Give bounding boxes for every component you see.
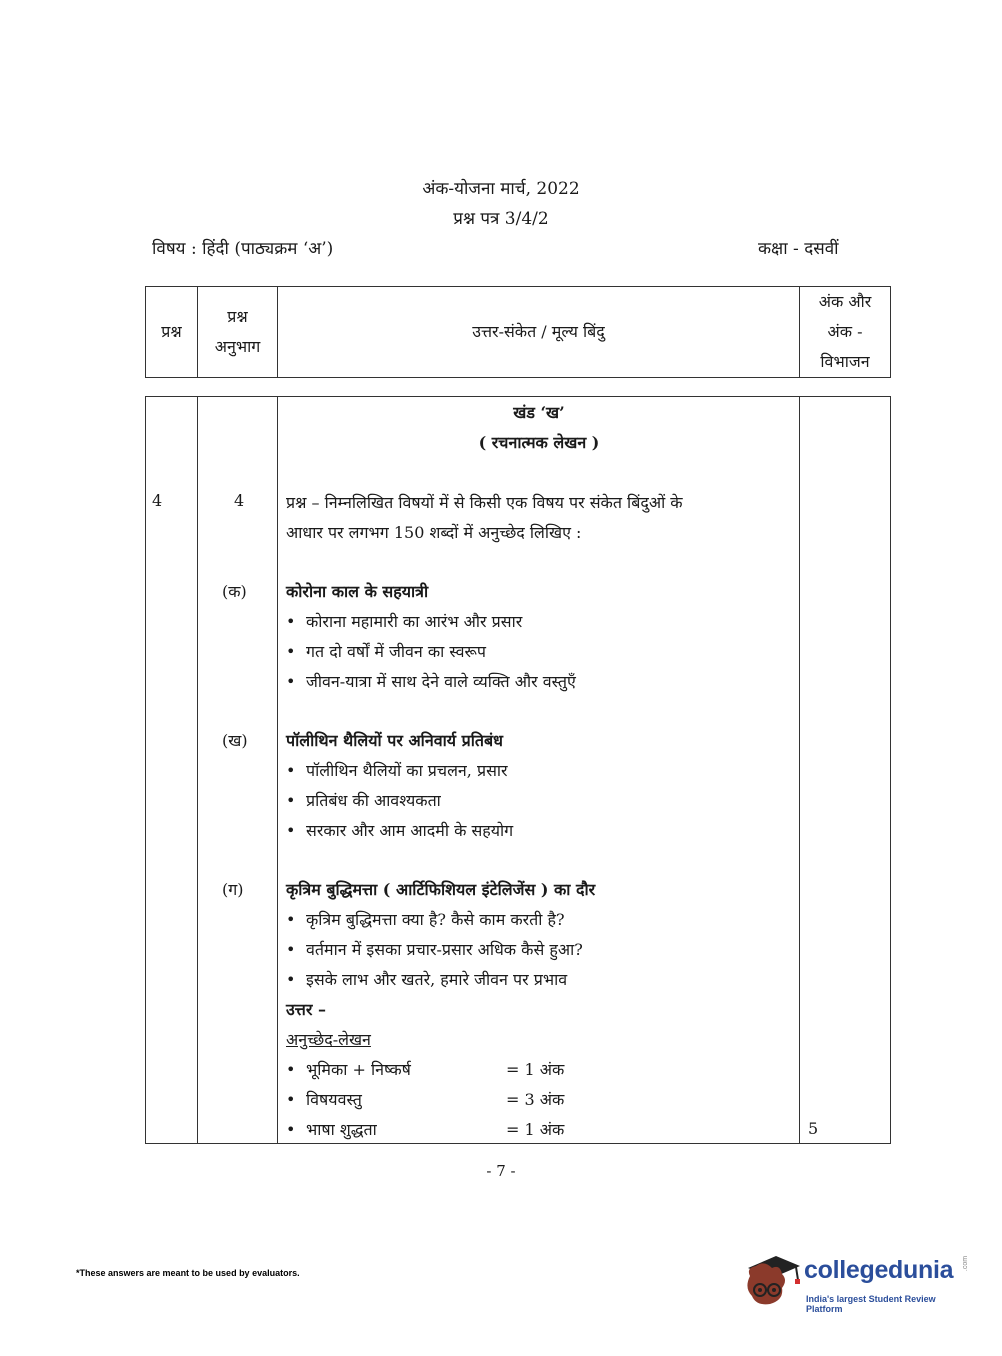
topic-label-ga: (ग) bbox=[222, 880, 244, 899]
bullet-icon: • bbox=[286, 791, 296, 810]
marks-cell bbox=[800, 397, 891, 1144]
topic-ka-point-3: • जीवन-यात्रा में साथ देने वाले व्यक्ति और वस्तुएँ bbox=[286, 672, 576, 691]
topic-ga-point-2: • वर्तमान में इसका प्रचार-प्रसार अधिक कैसे हुआ? bbox=[286, 940, 583, 959]
paper-code: प्रश्न पत्र 3/4/2 bbox=[453, 209, 549, 229]
topic-label-ka: (क) bbox=[222, 582, 247, 601]
question-text-line2: आधार पर लगभग 150 शब्दों में अनुच्छेद लिखिए : bbox=[286, 523, 582, 542]
marking-value-3: = 1 अंक bbox=[506, 1120, 565, 1139]
question-sub-number: 4 bbox=[234, 491, 245, 510]
answer-content-cell bbox=[278, 397, 800, 1144]
topic-ga-point-1: • कृत्रिम बुद्धिमत्ता क्या है? कैसे काम करती है? bbox=[286, 910, 565, 929]
marking-scheme-title: अंक-योजना मार्च, 2022 bbox=[422, 179, 580, 199]
bullet-icon: • bbox=[286, 970, 296, 989]
topic-kha-point-1: • पॉलीथिन थैलियों का प्रचलन, प्रसार bbox=[286, 761, 508, 780]
section-subtitle: ( रचनात्मक लेखन ) bbox=[478, 433, 600, 452]
collegedunia-logo bbox=[742, 1250, 974, 1312]
header-question: प्रश्न bbox=[146, 287, 198, 378]
section-cell bbox=[198, 397, 278, 1144]
marking-item-2: • विषयवस्तु bbox=[286, 1090, 362, 1109]
header-section-line2: अनुभाग bbox=[214, 337, 261, 356]
bullet-icon: • bbox=[286, 1060, 296, 1079]
topic-ka-point-1: • कोराना महामारी का आरंभ और प्रसार bbox=[286, 612, 523, 631]
topic-ka-point-2: • गत दो वर्षों में जीवन का स्वरूप bbox=[286, 642, 487, 661]
bullet-icon: • bbox=[286, 1120, 296, 1139]
bullet-icon: • bbox=[286, 612, 296, 631]
bullet-icon: • bbox=[286, 1090, 296, 1109]
topic-kha-point-3: • सरकार और आम आदमी के सहयोग bbox=[286, 821, 514, 840]
answer-table bbox=[145, 396, 891, 1144]
header-answer-points: उत्तर-संकेत / मूल्य बिंदु bbox=[278, 287, 800, 378]
marking-item-1: • भूमिका + निष्कर्ष bbox=[286, 1060, 411, 1079]
topic-label-kha: (ख) bbox=[222, 731, 248, 750]
header-section-line1: प्रश्न bbox=[227, 307, 248, 326]
subject-label: विषय : हिंदी (पाठ्यक्रम ‘अ’) bbox=[152, 239, 334, 259]
marking-item-3: • भाषा शुद्धता bbox=[286, 1120, 377, 1139]
question-number-cell bbox=[146, 397, 198, 1144]
bullet-icon: • bbox=[286, 672, 296, 691]
question-text-line1: प्रश्न – निम्नलिखित विषयों में से किसी एक विषय पर संकेत बिंदुओं के bbox=[286, 493, 683, 512]
answer-subheading: अनुच्छेद-लेखन bbox=[286, 1030, 371, 1049]
topic-kha-point-2: • प्रतिबंध की आवश्यकता bbox=[286, 791, 441, 810]
bullet-icon: • bbox=[286, 821, 296, 840]
evaluator-note: *These answers are meant to be used by evaluators. bbox=[76, 1268, 300, 1278]
header-marks-line3: विभाजन bbox=[820, 352, 870, 371]
student-mascot-icon bbox=[742, 1250, 802, 1310]
marking-value-2: = 3 अंक bbox=[506, 1090, 565, 1109]
logo-suffix: .com bbox=[962, 1255, 970, 1272]
header-marks-line2: अंक - bbox=[827, 322, 863, 341]
bullet-icon: • bbox=[286, 642, 296, 661]
logo-wordmark: collegedunia bbox=[804, 1256, 954, 1284]
topic-title-ga: कृत्रिम बुद्धिमत्ता ( आर्टिफिशियल इंटेलिजेंस ) का दौर bbox=[286, 880, 596, 899]
class-label: कक्षा - दसवीं bbox=[758, 239, 839, 259]
page-number: - 7 - bbox=[486, 1162, 516, 1180]
topic-ga-point-3: • इसके लाभ और खतरे, हमारे जीवन पर प्रभाव bbox=[286, 970, 568, 989]
header-marks bbox=[800, 287, 891, 378]
logo-tagline: India's largest Student Review Platform bbox=[806, 1294, 936, 1314]
section-title: खंड ‘ख’ bbox=[513, 403, 565, 422]
bullet-icon: • bbox=[286, 940, 296, 959]
header-marks-line1: अंक और bbox=[818, 292, 872, 311]
question-number: 4 bbox=[152, 491, 163, 510]
answer-label: उत्तर – bbox=[286, 1000, 326, 1019]
topic-title-kha: पॉलीथिन थैलियों पर अनिवार्य प्रतिबंध bbox=[286, 731, 503, 750]
total-marks: 5 bbox=[808, 1119, 819, 1138]
header-table bbox=[145, 286, 891, 378]
bullet-icon: • bbox=[286, 910, 296, 929]
topic-title-ka: कोरोना काल के सहयात्री bbox=[286, 582, 429, 601]
marking-value-1: = 1 अंक bbox=[506, 1060, 565, 1079]
header-section bbox=[198, 287, 278, 378]
bullet-icon: • bbox=[286, 761, 296, 780]
